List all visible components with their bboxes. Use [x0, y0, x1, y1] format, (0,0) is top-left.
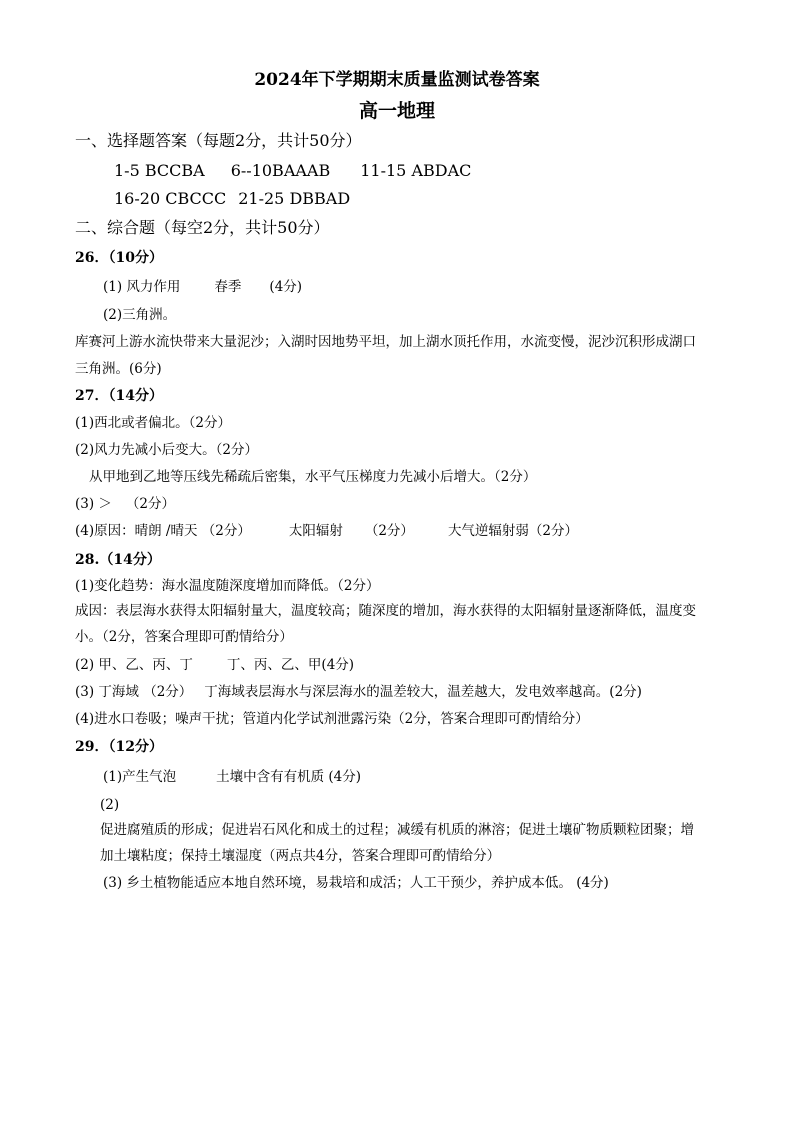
q29-answer-1: (1)产生气泡 土壤中含有有机质 (4分)	[103, 769, 362, 785]
q26-answer-2-reason-cont: 三角洲。(6分)	[75, 361, 162, 377]
q28-answer-1-reason-cont: 小。（2分，答案合理即可酌情给分）	[75, 629, 293, 645]
document-subtitle: 高一地理	[358, 100, 435, 122]
answers-16-20: 16-20 CBCCC	[114, 189, 227, 208]
q29-answer-2: (2)	[100, 797, 120, 813]
q27-answer-3: (3) ＞ （2分）	[75, 496, 176, 512]
q29-answer-2-detail: 促进腐殖质的形成；促进岩石风化和成土的过程；减缓有机质的淋溶；促进土壤矿物质颗粒团聚；增	[100, 822, 694, 838]
q28-answer-1-reason: 成因：表层海水获得太阳辐射量大，温度较高；随深度的增加，海水获得的太阳辐射量逐渐降低，温度变	[75, 603, 696, 619]
section-2-heading: 二、综合题（每空2分，共计50分）	[75, 218, 330, 237]
choice-answers-row-2	[114, 189, 350, 209]
q27-answer-2-reason: 从甲地到乙地等压线先稀疏后密集，水平气压梯度力先减小后增大。（2分）	[89, 469, 537, 485]
question-27-heading: 27．（14分）	[75, 388, 163, 404]
q27-answer-4: (4)原因：晴朗 /晴天 （2分） 太阳辐射 （2分） 大气逆辐射弱（2分）	[75, 523, 579, 539]
q28-answer-1: (1)变化趋势：海水温度随深度增加而降低。（2分）	[75, 578, 380, 594]
answers-6-10: 6--10BAAAB	[230, 161, 331, 180]
section-1-heading: 一、选择题答案（每题2分，共计50分）	[75, 131, 362, 150]
q26-answer-1: (1) 风力作用 春季 (4分)	[103, 279, 303, 295]
q26-answer-2: (2)三角洲。	[103, 307, 177, 323]
q28-answer-2: (2) 甲、乙、丙、丁 丁、丙、乙、甲(4分)	[75, 657, 355, 673]
question-26-heading: 26．（10分）	[75, 250, 163, 266]
choice-answers-row-1	[114, 161, 471, 181]
q29-answer-2-detail-cont: 加土壤粘度；保持土壤湿度（两点共4分，答案合理即可酌情给分）	[100, 848, 501, 864]
q29-answer-3: (3) 乡土植物能适应本地自然环境，易栽培和成活；人工干预少，养护成本低。 (4分)	[103, 875, 609, 891]
q26-answer-2-reason: 库赛河上游水流快带来大量泥沙；入湖时因地势平坦，加上湖水顶托作用，水流变慢，泥沙沉积形成湖口	[75, 334, 696, 350]
question-29-heading: 29．（12分）	[75, 739, 163, 755]
answers-1-5: 1-5 BCCBA	[114, 161, 205, 180]
answers-11-15: 11-15 ABDAC	[360, 161, 472, 180]
document-title: 2024年下学期期末质量监测试卷答案	[254, 70, 540, 90]
answers-21-25: 21-25 DBBAD	[238, 189, 351, 208]
question-28-heading: 28.（14分）	[75, 552, 161, 568]
q28-answer-4: (4)进水口卷吸；噪声干扰；管道内化学试剂泄露污染（2分，答案合理即可酌情给分）	[75, 711, 589, 727]
q27-answer-1: (1)西北或者偏北。（2分）	[75, 415, 231, 431]
q28-answer-3: (3) 丁海域 （2分） 丁海域表层海水与深层海水的温差较大，温差越大，发电效率越高。(2分)	[75, 684, 642, 700]
q27-answer-2: (2)风力先减小后变大。（2分）	[75, 442, 258, 458]
